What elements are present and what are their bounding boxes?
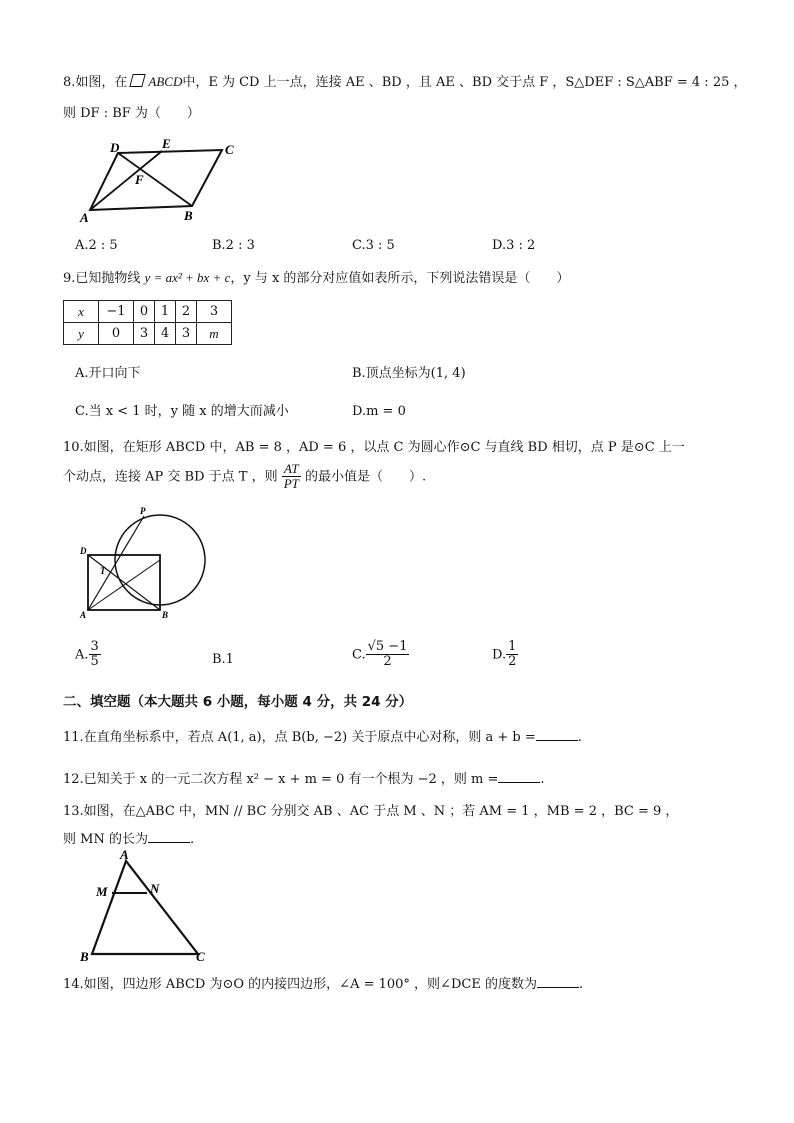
label-T: T bbox=[100, 566, 106, 576]
table-cell: 2 bbox=[176, 301, 197, 323]
label-A: A bbox=[120, 847, 129, 862]
table-cell: 3 bbox=[176, 323, 197, 345]
q9-option-b: B.顶点坐标为(1, 4) bbox=[352, 366, 466, 381]
table-cell: 1 bbox=[155, 301, 176, 323]
q8-line1: 8.如图，在 ABCD中，E 为 CD 上一点，连接 AE 、BD ，且 AE 、BD 交于点 F ，S△DEF : S△ABF = 4 : 25 ， bbox=[63, 74, 747, 90]
fraction-numerator: 1 bbox=[508, 639, 517, 654]
q12-line bbox=[63, 770, 545, 788]
option-fraction bbox=[366, 640, 410, 670]
q11-line bbox=[63, 728, 582, 746]
label-A: A bbox=[80, 210, 89, 225]
answer-blank[interactable] bbox=[148, 830, 190, 843]
label-D: D bbox=[80, 546, 87, 556]
label-M: M bbox=[96, 884, 108, 899]
fraction-denominator: 2 bbox=[383, 654, 392, 670]
label-P: P bbox=[140, 506, 146, 516]
table-cell: 3 bbox=[197, 301, 232, 323]
q9-value-table bbox=[63, 300, 232, 345]
option-label: C. bbox=[352, 647, 366, 663]
label-N: N bbox=[150, 881, 160, 896]
q11-text: 11.在直角坐标系中，若点 A(1, a)，点 B(b, −2) 关于原点中心对称，则 a + b = bbox=[63, 730, 536, 745]
table-cell: 3 bbox=[134, 323, 155, 345]
q13-triangle-figure bbox=[80, 846, 220, 966]
q8-text-pre: 8.如图，在 bbox=[63, 75, 128, 90]
option-label: A. bbox=[75, 647, 89, 663]
table-cell: x bbox=[64, 301, 99, 323]
fraction-numerator: √5 −1 bbox=[367, 639, 408, 654]
q10-rectangle-circle-figure bbox=[78, 508, 218, 628]
q14-end: . bbox=[578, 977, 584, 992]
q13-line2 bbox=[63, 830, 194, 848]
q9-option-a: A.开口向下 bbox=[75, 366, 141, 381]
q10-option-a bbox=[75, 640, 101, 670]
parallelogram-icon bbox=[130, 74, 146, 87]
q10-option-c bbox=[352, 640, 409, 670]
segment-AP bbox=[88, 516, 144, 610]
segment-AE bbox=[90, 151, 162, 210]
label-F: F bbox=[135, 172, 144, 187]
fraction-denominator: 2 bbox=[508, 654, 517, 670]
label-B: B bbox=[184, 208, 193, 223]
q8-ratio: S△DEF : S△ABF = 4 : 25 ， bbox=[565, 75, 747, 90]
q11-end: . bbox=[577, 730, 582, 745]
label-E: E bbox=[162, 136, 171, 151]
table-cell: y bbox=[64, 323, 99, 345]
q13-end: . bbox=[189, 832, 195, 847]
q9-option-c: C.当 x < 1 时，y 随 x 的增大而减小 bbox=[75, 404, 289, 419]
option-fraction bbox=[89, 640, 101, 670]
label-B: B bbox=[80, 949, 89, 964]
q10-line2 bbox=[63, 462, 426, 492]
q9-text-post: ，y 与 x 的部分对应值如表所示，下列说法错误是（ ） bbox=[230, 271, 570, 286]
q8-option-a: A.2 : 5 bbox=[75, 238, 118, 253]
q8-option-d: D.3 : 2 bbox=[492, 238, 536, 253]
q14-line bbox=[63, 975, 583, 993]
q10-option-b: B.1 bbox=[212, 652, 234, 667]
q9-text-pre: 9.已知抛物线 bbox=[63, 271, 141, 286]
label-C: C bbox=[196, 949, 205, 964]
label-D: D bbox=[110, 140, 120, 155]
q14-text: 14.如图，四边形 ABCD 为⊙O 的内接四边形，∠A = 100° ，则∠DCE 的度数为 bbox=[63, 977, 537, 992]
q13-line1: 13.如图，在△ABC 中，MN // BC 分别交 AB 、AC 于点 M 、N ；若 AM = 1 ，MB = 2 ，BC = 9 ， bbox=[63, 804, 679, 819]
q8-text-mid: 中，E 为 CD 上一点，连接 AE 、BD ，且 AE 、BD 交于点 F ， bbox=[182, 75, 566, 90]
q10-line1: 10.如图，在矩形 ABCD 中，AB = 8 ，AD = 6 ，以点 C 为圆心作⊙C 与直线 BD 相切，点 P 是⊙C 上一 bbox=[63, 440, 685, 455]
label-C: C bbox=[225, 142, 234, 157]
q10-fraction bbox=[282, 462, 301, 492]
table-cell: 4 bbox=[155, 323, 176, 345]
table-cell: m bbox=[197, 323, 232, 345]
fraction-denominator: PT bbox=[283, 476, 299, 492]
q13-text: 则 MN 的长为 bbox=[63, 832, 148, 847]
q8-option-b: B.2 : 3 bbox=[212, 238, 255, 253]
q8-option-c: C.3 : 5 bbox=[352, 238, 395, 253]
table-cell: −1 bbox=[99, 301, 134, 323]
q8-parallelogram-figure bbox=[80, 136, 250, 226]
q9-formula: y = ax² + bx + c bbox=[144, 270, 231, 285]
section-title: 二、填空题（本大题共 6 小题，每小题 4 分，共 24 分） bbox=[63, 694, 413, 710]
table-row-y bbox=[64, 323, 232, 345]
q10-option-d bbox=[492, 640, 518, 670]
label-A: A bbox=[80, 610, 87, 620]
q8-line2: 则 DF : BF 为（ ） bbox=[63, 106, 200, 121]
q9-option-d: D.m = 0 bbox=[352, 404, 406, 419]
q10-text-pre: 个动点，连接 AP 交 BD 于点 T ，则 bbox=[63, 469, 278, 485]
table-cell: 0 bbox=[99, 323, 134, 345]
fraction-numerator: AT bbox=[282, 462, 301, 477]
answer-blank[interactable] bbox=[536, 728, 578, 741]
segment-BD bbox=[118, 153, 192, 206]
answer-blank[interactable] bbox=[498, 770, 540, 783]
option-label: D. bbox=[492, 647, 507, 663]
table-row-x bbox=[64, 301, 232, 323]
diagonal-BD bbox=[88, 555, 160, 610]
q10-text-post: 的最小值是（ ）. bbox=[305, 469, 427, 485]
table-cell: 0 bbox=[134, 301, 155, 323]
option-fraction bbox=[506, 640, 518, 670]
q12-text: 12.已知关于 x 的一元二次方程 x² − x + m = 0 有一个根为 −2 ，则 m = bbox=[63, 772, 499, 787]
q9-line bbox=[63, 270, 569, 287]
fraction-denominator: 5 bbox=[90, 654, 99, 670]
q12-end: . bbox=[540, 772, 545, 787]
answer-blank[interactable] bbox=[537, 975, 579, 988]
label-B: B bbox=[162, 610, 169, 620]
fraction-numerator: 3 bbox=[90, 639, 99, 654]
triangle-ABC bbox=[92, 861, 198, 954]
